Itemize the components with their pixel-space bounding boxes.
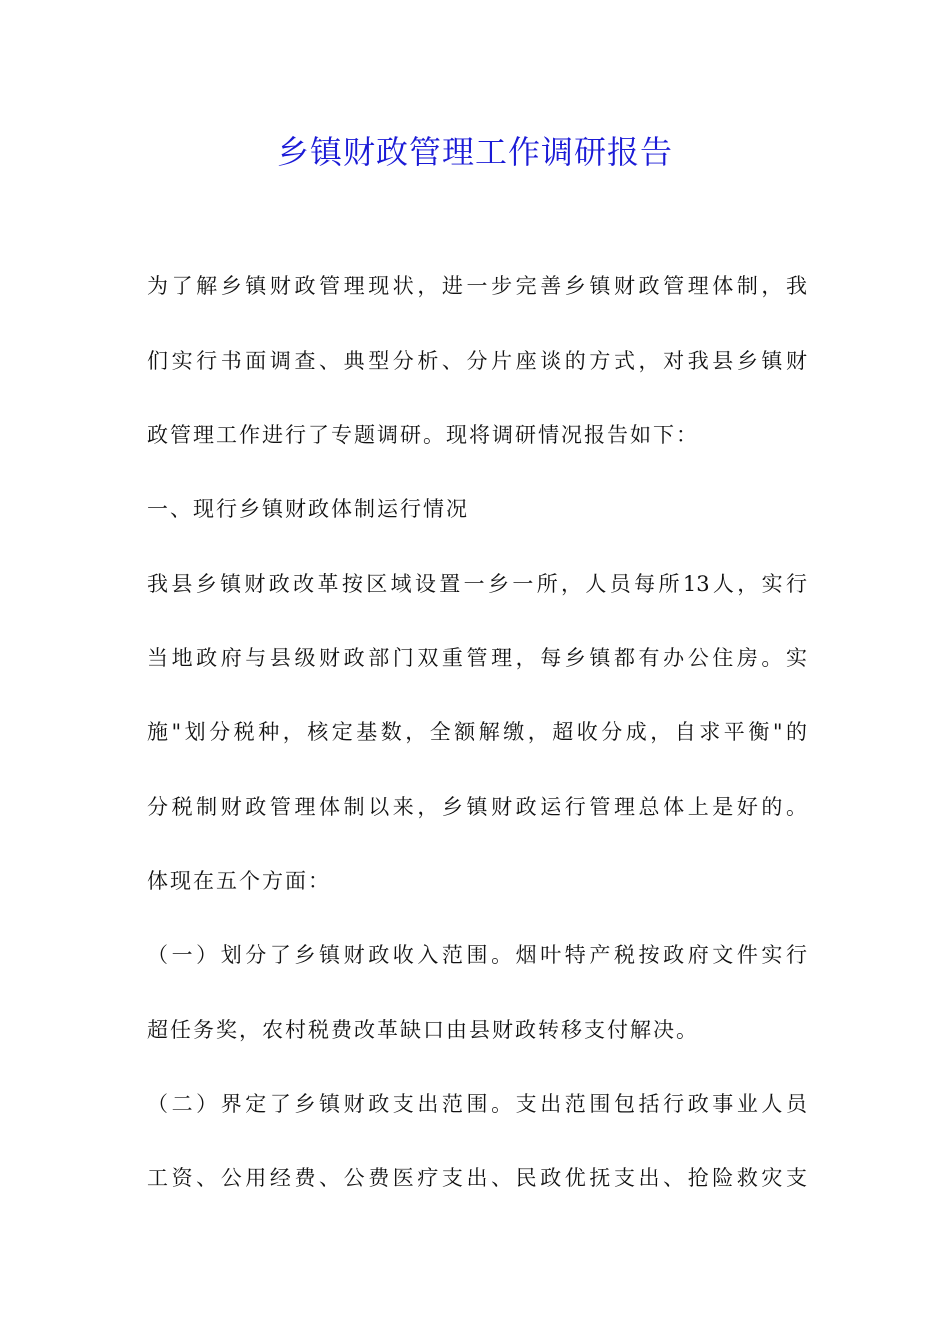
paragraph-line: 当地政府与县级财政部门双重管理，每乡镇都有办公住房。实 — [147, 646, 807, 670]
paragraph-line: （二）界定了乡镇财政支出范围。支出范围包括行政事业人员 — [147, 1092, 807, 1116]
paragraph-line: 体现在五个方面： — [147, 869, 331, 893]
paragraph-line: 们实行书面调查、典型分析、分片座谈的方式，对我县乡镇财 — [147, 349, 807, 373]
paragraph-line: 超任务奖，农村税费改革缺口由县财政转移支付解决。 — [147, 1018, 699, 1042]
paragraph-line: 我县乡镇财政改革按区域设置一乡一所，人员每所13人，实行 — [147, 572, 807, 596]
paragraph-line: 施"划分税种，核定基数，全额解缴，超收分成，自求平衡"的 — [147, 720, 807, 744]
paragraph-line: 为了解乡镇财政管理现状，进一步完善乡镇财政管理体制，我 — [147, 274, 807, 298]
paragraph-line: （一）划分了乡镇财政收入范围。烟叶特产税按政府文件实行 — [147, 943, 807, 967]
document-title: 乡镇财政管理工作调研报告 — [276, 133, 673, 171]
paragraph-line: 政管理工作进行了专题调研。现将调研情况报告如下： — [147, 423, 699, 447]
paragraph-line: 工资、公用经费、公费医疗支出、民政优抚支出、抢险救灾支 — [147, 1166, 807, 1190]
paragraph-line: 分税制财政管理体制以来，乡镇财政运行管理总体上是好的。 — [147, 795, 807, 819]
section-heading: 一、现行乡镇财政体制运行情况 — [147, 497, 469, 521]
